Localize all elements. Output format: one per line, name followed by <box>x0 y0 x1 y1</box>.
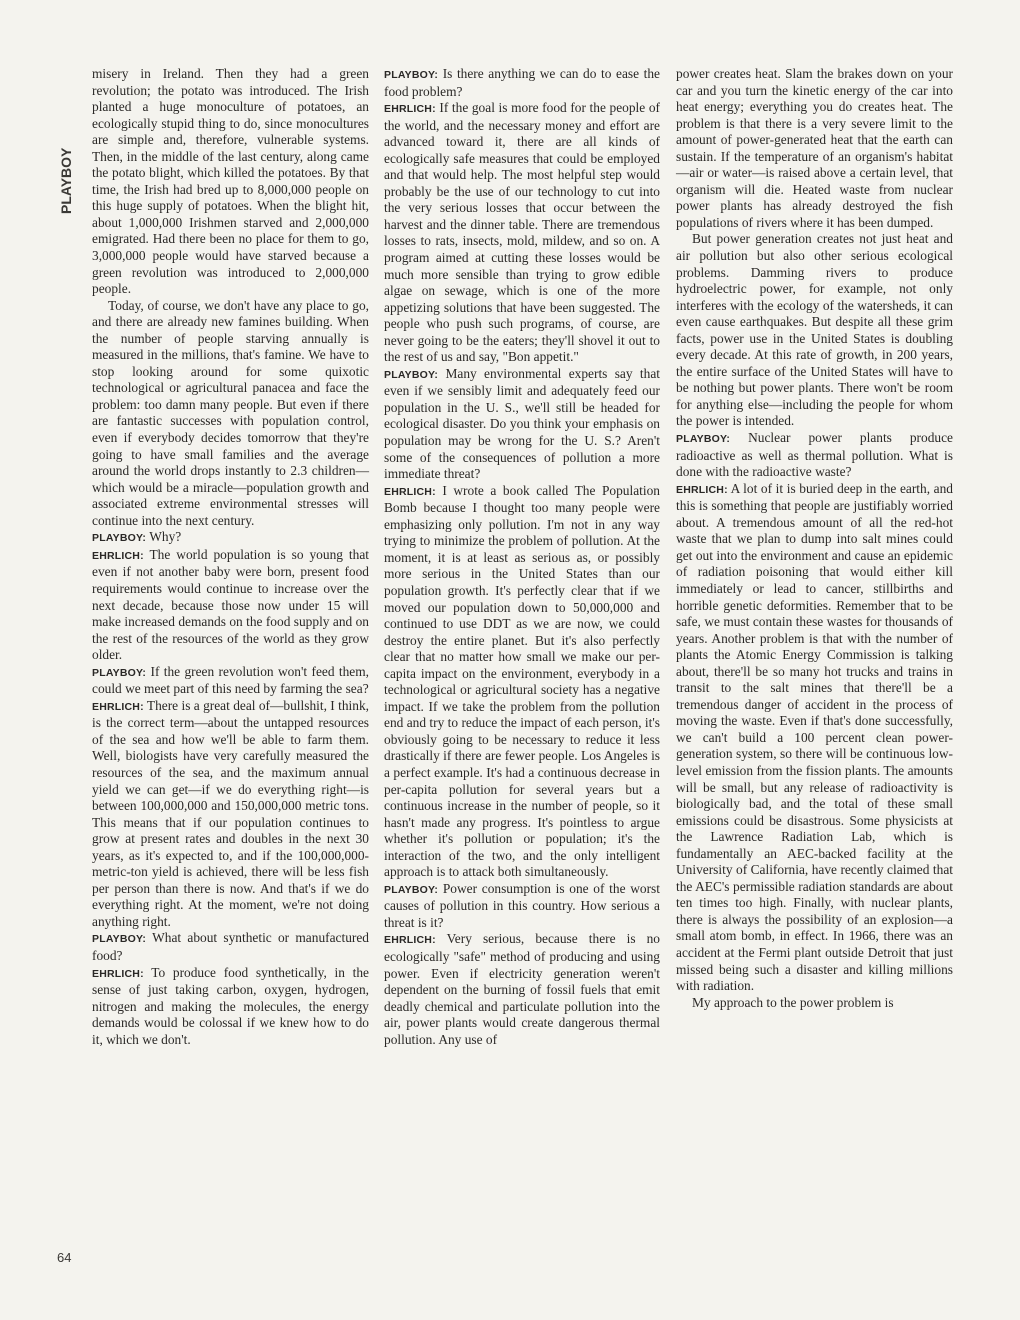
paragraph-text: What about synthetic or manufactured food? <box>92 930 369 963</box>
paragraph-text: Power consumption is one of the worst causes of pollution in this country. How serious a threat is it? <box>384 880 660 930</box>
interview-exchange <box>384 366 660 483</box>
interview-exchange <box>92 930 369 964</box>
page-number: 64 <box>57 1250 72 1265</box>
interview-exchange <box>676 481 953 995</box>
paragraph <box>92 66 369 298</box>
speaker-label: EHRLICH: <box>384 485 436 498</box>
interview-exchange <box>92 698 369 931</box>
paragraph-text: Today, of course, we don't have any place to go, and there are already new famines building. When the number of people starving annually is measured in the millions, that's famine. We have to stop looking around for some quixotic technological or agricultural panacea and face the problem: too damn many people. But even if there are fantastic successes with population control, even if everybody decides tomorrow that they're going to have small families and the average around the world drops instantly to 2.3 children—which would be a miracle—population growth and associated extreme environmental stresses will continue into the next century. <box>92 297 369 528</box>
speaker-label: EHRLICH: <box>676 483 728 496</box>
paragraph-text: If the goal is more food for the people of the world, and the necessary money and effort are advanced toward it, there are all kinds of ecologically safe measures that could be employed and that would help. The most helpful step would probably be the use of our technology to cut into the very serious losses that occur between the harvest and the dinner table. There are tremendous losses to rats, insects, mold, mildew, and so on. A program aimed at cutting these losses would be much more sensible than trying to grow edible algae on sewage, which is one of the more appetizing solutions that have been suggested. The people who push such programs, of course, are never going to be the eaters; they'll shovel it out to the rest of us and say, "Bon appetit." <box>384 100 660 365</box>
column-2 <box>384 66 660 1048</box>
interview-exchange <box>92 664 369 698</box>
interview-exchange <box>384 66 660 100</box>
paragraph <box>676 995 953 1012</box>
interview-exchange <box>384 931 660 1048</box>
speaker-label: PLAYBOY: <box>384 883 439 896</box>
paragraph <box>676 66 953 231</box>
paragraph-text: Many environmental experts say that even if we sensibly limit and adequately feed our population in the U. S., we'll still be headed for ecological disaster. Do you think your emphasis on population may be wrong for the U. S.? Aren't some of the consequences of pollution a more immediate threat? <box>384 365 660 482</box>
speaker-label: PLAYBOY: <box>92 933 147 946</box>
paragraph-text: power creates heat. Slam the brakes down on your car and you turn the kinetic energy of the car into heat energy; everything you do creates heat. The problem is that there is a very severe limit to the amount of power-generated heat that the earth can sustain. If the temperature of an organism's habitat—air or water—is raised above a certain level, that organism will die. Heated waste from nuclear power plants has already destroyed the fish populations of rivers where it has been dumped. <box>676 66 953 230</box>
paragraph-text: My approach to the power problem is <box>692 994 894 1010</box>
column-1 <box>92 66 369 1048</box>
paragraph-text: Is there anything we can do to ease the food problem? <box>384 66 660 99</box>
paragraph-text: The world population is so young that even if not another baby were born, present food requirements would continue to increase over the next decade, because those now under 15 will make increased demands on the food supply and on the rest of the resources of the world as they grow older. <box>92 546 369 663</box>
masthead: PLAYBOY <box>58 147 74 214</box>
speaker-label: PLAYBOY: <box>92 532 147 545</box>
paragraph <box>92 298 369 530</box>
paragraph-text: Nuclear power plants produce radioactive as well as thermal pollution. What is done with the radioactive waste? <box>676 430 953 480</box>
speaker-label: EHRLICH: <box>92 967 144 980</box>
interview-exchange <box>92 547 369 664</box>
paragraph-text: A lot of it is buried deep in the earth, and this is something that people are justifiably worried about. A tremendous amount of all the red-hot waste that we plan to dump into salt mines could get out into the environment and cause an epidemic of radiation poisoning that would either kill immediately or lead to cancer, stillbirths and horrible genetic deformities. Remember that to be safe, we must contain these wastes for thousands of years. Another problem is that with the number of plants the Atomic Energy Commission is talking about, there'll be so many hot trucks and trains in transit to the salt mines that there'll be a tremendous danger of accident in the process of moving the waste. Even if that's done successfully, we can't build a 100 percent clean power-generation system, so there will be continuous low-level emission from the fission plants. The amounts will be small, but any release of radioactivity is biologically bad, and the total of these small emissions could be disastrous. Some physicists at the Lawrence Radiation Lab, which is fundamentally an AEC-backed facility at the University of California, have recently claimed that the AEC's permissible radiation standards are about ten times too high. Finally, with nuclear plants, there is always the possibility of an explosion—a small atom bomb, in effect. In 1966, there was an accident at the Fermi plant outside Detroit that just missed being such a disaster and killing millions with radiation. <box>676 480 954 994</box>
column-3 <box>676 66 953 1011</box>
interview-exchange <box>92 529 369 547</box>
paragraph-text: I wrote a book called The Population Bomb because I thought too many people were emphasizing only pollution. I'm not in any way trying to minimize the problem of pollution. At the moment, it is at least as serious as, or possibly more serious in the United States than our population growth. It's perfectly clear that if we moved our population down to 50,000,000 and continued to use DDT as we are now, we could destroy the entire planet. But it's also perfectly clear that no matter how small we make our per-capita impact on the environment, everybody in a technological or agricultural society has a negative impact. If we take the problem from the pollution end and try to reduce the impact of each person, it's obviously going to be necessary to reduce it less drastically if there are fewer people. Los Angeles is a perfect example. It's had a continuous decrease in per-capita pollution for several years but a continuous increase in the number of people, so it hasn't made any progress. It's pointless to argue whether it's pollution or population; it's the interaction of the two, and the only intelligent approach is to attack both simultaneously. <box>384 482 660 880</box>
paragraph-text: But power generation creates not just heat and air pollution but also other serious ecological problems. Damming rivers to produce hydroelectric power, for example, not only interferes with the ecology of the watersheds, it can even cause earthquakes. But despite all these grim facts, power use in the United States is doubling every decade. At this rate of growth, in 200 years, the entire surface of the United States will have to be nothing but power plants. There won't be room for anything else—including the people for whom the power is intended. <box>676 231 953 429</box>
speaker-label: EHRLICH: <box>384 934 436 947</box>
paragraph-text: There is a great deal of—bullshit, I think, is the correct term—about the untapped resources of the sea and how we'll be able to farm them. Well, biologists have very carefully measured the resources of the sea, and the maximum annual yield we can get—if we do everything right—is between 100,000,000 and 150,000,000 metric tons. This means that if our population continues to grow at present rates and doubles in the next 30 years, as it's expected to, and if the 100,000,000-metric-ton yield is achieved, there will be less fish per person than there is now. And that's if we do everything right. At the moment, we're not doing anything right. <box>92 697 369 929</box>
speaker-label: PLAYBOY: <box>384 69 439 81</box>
speaker-label: PLAYBOY: <box>384 368 439 381</box>
interview-exchange <box>384 881 660 932</box>
speaker-label: EHRLICH: <box>92 700 144 713</box>
paragraph-text: Why? <box>149 529 182 545</box>
paragraph-text: If the green revolution won't feed them, could we meet part of this need by farming the sea? <box>92 663 369 697</box>
speaker-label: PLAYBOY: <box>92 666 147 679</box>
paragraph-text: misery in Ireland. Then they had a green revolution; the potato was introduced. The Irish planted a huge monoculture of potatoes, an ecologically stupid thing to do, since monocultures are simple and, therefore, vulnerable systems. Then, in the middle of the last century, along came the potato blight, which killed the potatoes. By that time, the Irish had bred up to 8,000,000 people on this huge supply of potatoes. When the blight hit, about 1,000,000 Irishmen starved and 2,000,000 emigrated. Had there been no place for them to go, 3,000,000 people would have starved because a green revolution was introduced to 2,000,000 people. <box>92 66 369 297</box>
interview-exchange <box>384 483 660 881</box>
speaker-label: PLAYBOY: <box>676 433 731 446</box>
interview-exchange <box>384 100 660 366</box>
speaker-label: EHRLICH: <box>384 103 436 116</box>
paragraph-text: Very serious, because there is no ecologically "safe" method of producing and using power. Even if electricity generation weren't dependent on the burning of fossil fuels that emit deadly chemical and particulate pollution into the air, power plants would create dangerous thermal pollution. Any use of <box>384 931 661 1047</box>
interview-exchange <box>92 965 369 1049</box>
paragraph-text: To produce food synthetically, in the sense of just taking carbon, oxygen, hydrogen, nitrogen and making the molecules, the energy demands would be colossal if we knew how to do it, which we don't. <box>92 964 370 1047</box>
speaker-label: EHRLICH: <box>92 549 144 562</box>
interview-exchange <box>676 430 953 481</box>
paragraph <box>676 231 953 430</box>
